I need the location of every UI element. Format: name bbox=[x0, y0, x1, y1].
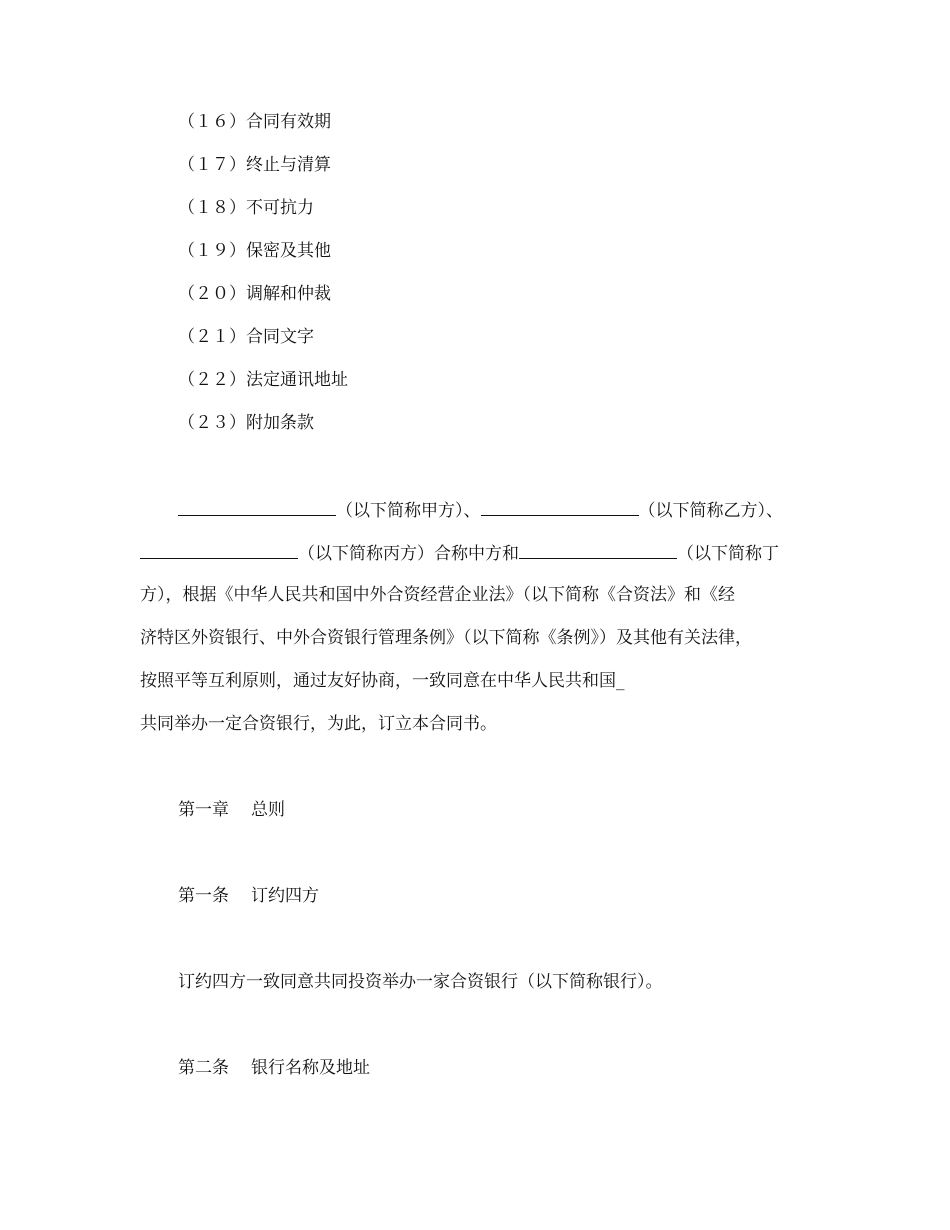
chapter-title: 总则 bbox=[251, 800, 285, 820]
toc-title: 合同有效期 bbox=[246, 112, 331, 132]
toc-number: （１９） bbox=[178, 241, 246, 261]
preamble-line-5: 按照平等互利原则，通过友好协商，一致同意在中华人民共和国_ bbox=[140, 671, 625, 691]
toc-item bbox=[178, 325, 314, 349]
toc-item bbox=[178, 110, 331, 134]
article-label: 第二条 bbox=[178, 1058, 229, 1078]
toc-number: （１６） bbox=[178, 112, 246, 132]
toc-item bbox=[178, 196, 314, 220]
preamble-line-2 bbox=[140, 540, 779, 566]
preamble-line-4: 济特区外资银行、中外合资银行管理条例》（以下简称《条例》）及其他有关法律， bbox=[140, 628, 752, 648]
toc-title: 终止与清算 bbox=[246, 155, 331, 175]
chapter-label: 第一章 bbox=[178, 800, 229, 820]
toc-title: 合同文字 bbox=[246, 327, 314, 347]
toc-title: 不可抗力 bbox=[246, 198, 314, 218]
toc-number: （２１） bbox=[178, 327, 246, 347]
toc-number: （２３） bbox=[178, 413, 246, 433]
article-title: 订约四方 bbox=[251, 886, 319, 906]
article-title: 银行名称及地址 bbox=[251, 1058, 370, 1078]
toc-item bbox=[178, 411, 314, 435]
party-d-text: （以下简称丁 bbox=[677, 544, 779, 564]
toc-title: 法定通讯地址 bbox=[246, 370, 348, 390]
party-a-text: （以下简称甲方）、 bbox=[336, 501, 481, 521]
article-label: 第一条 bbox=[178, 886, 229, 906]
article-heading bbox=[178, 1056, 370, 1080]
toc-title: 保密及其他 bbox=[246, 241, 331, 261]
preamble-line-1 bbox=[178, 497, 783, 523]
toc-number: （２２） bbox=[178, 370, 246, 390]
toc-number: （１８） bbox=[178, 198, 246, 218]
preamble-line-3: 方），根据《中华人民共和国中外合资经营企业法》（以下简称《合资法》和《经 bbox=[140, 585, 735, 605]
toc-title: 调解和仲裁 bbox=[246, 284, 331, 304]
toc-number: （２０） bbox=[178, 284, 246, 304]
blank-party-a bbox=[178, 497, 336, 516]
article-heading bbox=[178, 884, 319, 908]
preamble-line-6: 共同举办一定合资银行，为此，订立本合同书。 bbox=[140, 714, 497, 734]
blank-party-d bbox=[519, 540, 677, 559]
toc-number: （１７） bbox=[178, 155, 246, 175]
toc-item bbox=[178, 368, 348, 392]
toc-item bbox=[178, 239, 331, 263]
blank-party-b bbox=[481, 497, 639, 516]
article-body: 订约四方一致同意共同投资举办一家合资银行（以下简称银行）。 bbox=[178, 972, 663, 992]
toc-item bbox=[178, 153, 331, 177]
blank-party-c bbox=[140, 540, 298, 559]
party-c-text: （以下简称丙方）合称中方和 bbox=[298, 544, 519, 564]
chapter-heading bbox=[178, 798, 285, 822]
toc-item bbox=[178, 282, 331, 306]
party-b-text: （以下简称乙方）、 bbox=[638, 501, 783, 521]
toc-title: 附加条款 bbox=[246, 413, 314, 433]
